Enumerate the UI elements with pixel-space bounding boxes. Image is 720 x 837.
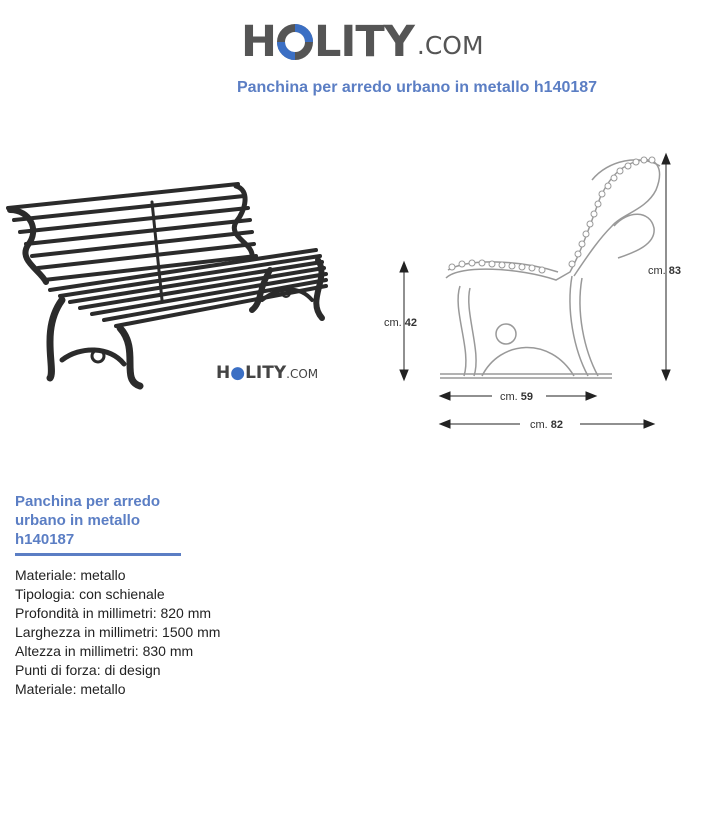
spec-item: Altezza in millimetri: 830 mm bbox=[15, 643, 194, 659]
spec-item: Tipologia: con schienale bbox=[15, 586, 165, 602]
title-divider bbox=[15, 553, 181, 556]
spec-item: Materiale: metallo bbox=[15, 681, 126, 697]
bench-profile-drawing bbox=[360, 140, 720, 452]
dimension-width-label: cm. 82 bbox=[530, 419, 564, 431]
spec-list bbox=[15, 566, 220, 699]
bench-illustration bbox=[0, 150, 350, 410]
spec-item: Larghezza in millimetri: 1500 mm bbox=[15, 624, 221, 640]
logo-text-lity: LITY bbox=[314, 17, 414, 67]
logo-text-com: .COM bbox=[416, 31, 484, 60]
brand-logo[interactable] bbox=[241, 17, 484, 67]
logo-ring-icon bbox=[277, 24, 313, 60]
watermark-text: H●LITY.COM bbox=[216, 363, 319, 383]
spec-item: Punti di forza: di design bbox=[15, 662, 161, 678]
dimension-height-label: cm. 83 bbox=[648, 265, 682, 277]
spec-item: Profondità in millimetri: 820 mm bbox=[15, 605, 212, 621]
spec-item: Materiale: metallo bbox=[15, 567, 126, 583]
product-name: Panchina per arredo urbano in metallo h140187 bbox=[15, 493, 161, 548]
logo-text-h: H bbox=[241, 17, 276, 67]
product-image[interactable] bbox=[0, 150, 350, 410]
page-title: Panchina per arredo urbano in metallo h140187 bbox=[236, 79, 598, 96]
dimension-drawing[interactable] bbox=[360, 140, 720, 452]
dimension-seat-label: cm. 42 bbox=[384, 317, 418, 329]
dimension-depth-label: cm. 59 bbox=[500, 391, 534, 403]
